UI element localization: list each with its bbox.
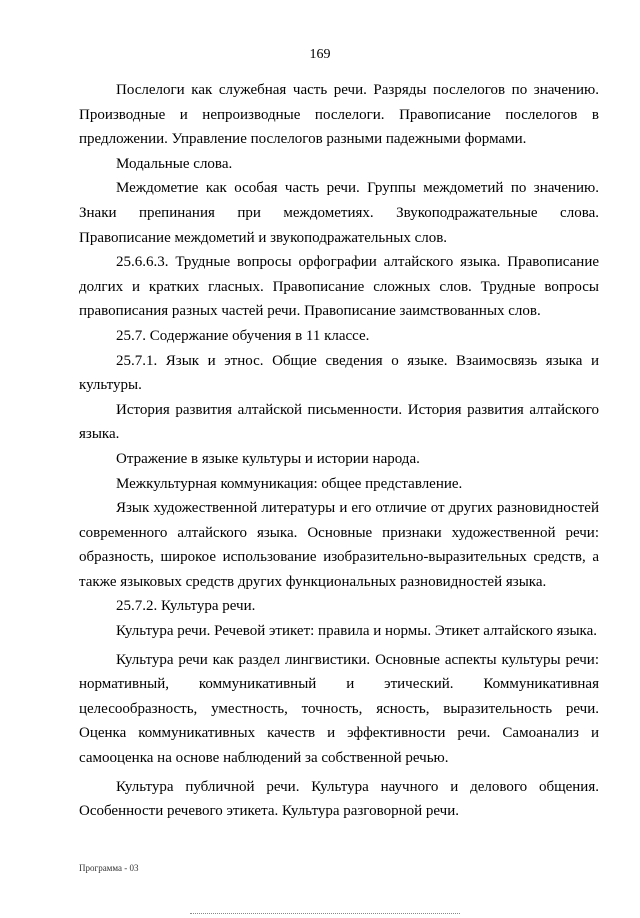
paragraph-speech-culture-heading: 25.7.2. Культура речи. — [116, 598, 256, 615]
paragraph-grade11-content: 25.7. Содержание обучения в 11 классе. — [116, 327, 370, 344]
paragraph-interjections: Междометие как особая часть речи. Группы междометий по значению. Знаки препинания при междометиях. Звукоподражательные слова. Правописание междометий и звукоподражательных слов. — [79, 180, 599, 246]
page-number: 169 — [309, 47, 331, 62]
paragraph-modal-words: Модальные слова. — [116, 155, 233, 172]
document-body — [79, 78, 599, 824]
paragraph-history: История развития алтайской письменности. История развития алтайского языка. — [79, 401, 599, 443]
paragraph-postpositions: Послелоги как служебная часть речи. Разряды послелогов по значению. Производные и непроизводные послелоги. Правописание послелогов в предложении. Управление послелогов разными падежными формами. — [79, 82, 599, 148]
paragraph-literary-language: Язык художественной литературы и его отличие от других разновидностей современного алтайского языка. Основные признаки художественной речи: образность, широкое использование изобразительно-выразительных средств, а также языковых средств других функциональных разновидностей языка. — [79, 500, 599, 590]
bottom-divider — [190, 913, 460, 914]
paragraph-public-speech: Культура публичной речи. Культура научного и делового общения. Особенности речевого этикета. Культура разговорной речи. — [79, 778, 599, 820]
paragraph-intercultural: Межкультурная коммуникация: общее представление. — [116, 475, 463, 492]
paragraph-speech-culture-aspects: Культура речи как раздел лингвистики. Основные аспекты культуры речи: нормативный, коммуникативный и этический. Коммуникативная целесообразность, уместность, точность, ясность, выразительность речи. Оценка коммуникативных качеств и эффективности речи. Самоанализ и самооценка на основе наблюдений за собственной речью. — [79, 651, 599, 767]
paragraph-culture-reflection: Отражение в языке культуры и истории народа. — [116, 450, 420, 467]
paragraph-speech-etiquette: Культура речи. Речевой этикет: правила и нормы. Этикет алтайского языка. — [116, 623, 598, 640]
paragraph-language-ethnos: 25.7.1. Язык и этнос. Общие сведения о языке. Взаимосвязь языка и культуры. — [79, 352, 599, 394]
paragraph-orthography: 25.6.6.3. Трудные вопросы орфографии алтайского языка. Правописание долгих и кратких гласных. Правописание сложных слов. Трудные вопросы правописания разных частей речи. Правописание заимствованных слов. — [79, 254, 599, 320]
footer-program-label: Программа - 03 — [79, 863, 139, 873]
